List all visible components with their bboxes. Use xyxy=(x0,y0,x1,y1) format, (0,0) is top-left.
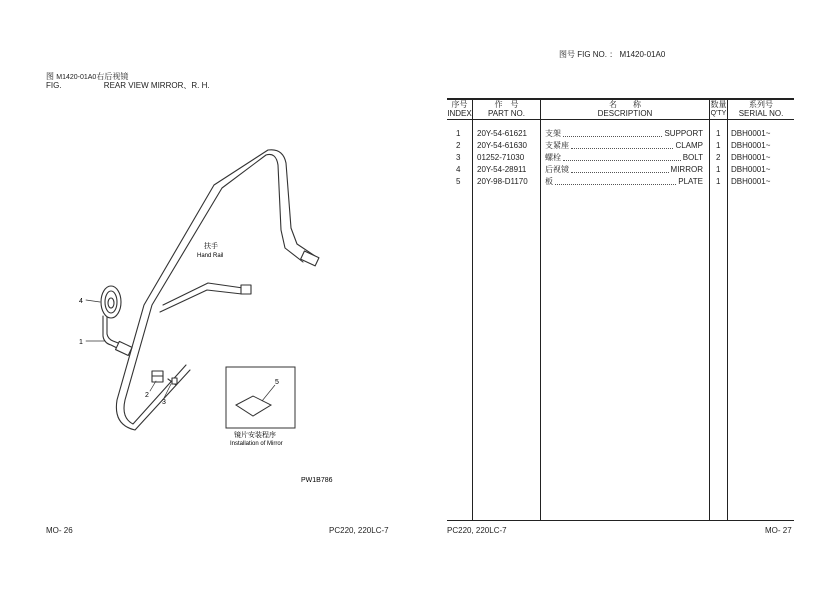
row-part-no: 20Y-54-28911 xyxy=(477,165,527,174)
row-serial: DBH0001~ xyxy=(731,165,771,174)
figure-fig-label: FIG. xyxy=(46,81,62,90)
row-qty: 1 xyxy=(716,177,721,186)
callout-4: 4 xyxy=(79,298,83,305)
row-description: 后视镜 MIRROR xyxy=(545,165,703,174)
fig-no-value: M1420-01A0 xyxy=(619,50,666,59)
row-description: 板 PLATE xyxy=(545,177,703,186)
left-page-number: MO- 26 xyxy=(46,526,73,535)
handrail-label-en: Hand Rail xyxy=(197,253,224,259)
right-model: PC220, 220LC-7 xyxy=(447,526,507,535)
fig-no-header xyxy=(559,50,665,59)
row-serial: DBH0001~ xyxy=(731,177,771,186)
drawing-code: PW1B786 xyxy=(301,477,333,484)
row-qty: 1 xyxy=(716,141,721,150)
header-description: 名 称 DESCRIPTION xyxy=(597,100,653,118)
row-index: 5 xyxy=(456,177,461,186)
inset-label-cn: 镜片安装程序 xyxy=(234,432,276,439)
inset-label-en: Installation of Mirror xyxy=(230,441,283,447)
figure-en-title: REAR VIEW MIRROR、R. H. xyxy=(103,81,210,90)
row-index: 1 xyxy=(456,129,461,138)
row-qty: 1 xyxy=(716,165,721,174)
figure-cn-prefix: 图 xyxy=(46,72,54,81)
figure-code: M1420-01A0 xyxy=(56,74,97,81)
right-page-number: MO- 27 xyxy=(765,526,792,535)
row-serial: DBH0001~ xyxy=(731,153,771,162)
row-description: 支紧座 CLAMP xyxy=(545,141,703,150)
row-part-no: 20Y-54-61630 xyxy=(477,141,527,150)
row-serial: DBH0001~ xyxy=(731,141,771,150)
row-qty: 2 xyxy=(716,153,721,162)
figure-cn-title: 右后视镜 xyxy=(96,72,129,81)
row-description: 螺栓 BOLT xyxy=(545,153,703,162)
callout-3: 3 xyxy=(162,399,166,406)
fig-no-label: 图号 FIG NO. ： xyxy=(559,50,618,59)
callout-5: 5 xyxy=(275,379,279,386)
header-qty: 数量 Q'TY xyxy=(710,100,727,117)
row-serial: DBH0001~ xyxy=(731,129,771,138)
header-index: 序号 INDEX xyxy=(447,100,472,118)
callout-2: 2 xyxy=(145,392,149,399)
row-index: 3 xyxy=(456,153,461,162)
row-qty: 1 xyxy=(716,129,721,138)
callout-1: 1 xyxy=(79,339,83,346)
row-part-no: 20Y-54-61621 xyxy=(477,129,527,138)
row-part-no: 20Y-98-D1170 xyxy=(477,177,528,186)
header-part-no: 作 号 PART NO. xyxy=(488,100,525,118)
row-index: 2 xyxy=(456,141,461,150)
row-part-no: 01252-71030 xyxy=(477,153,525,162)
handrail-label-cn: 扶手 xyxy=(204,243,218,250)
left-model: PC220, 220LC-7 xyxy=(329,526,389,535)
row-index: 4 xyxy=(456,165,461,174)
header-serial: 系列号 SERIAL NO. xyxy=(738,100,784,118)
row-description: 支架 SUPPORT xyxy=(545,129,703,138)
mirror-installation-inset xyxy=(226,367,295,428)
